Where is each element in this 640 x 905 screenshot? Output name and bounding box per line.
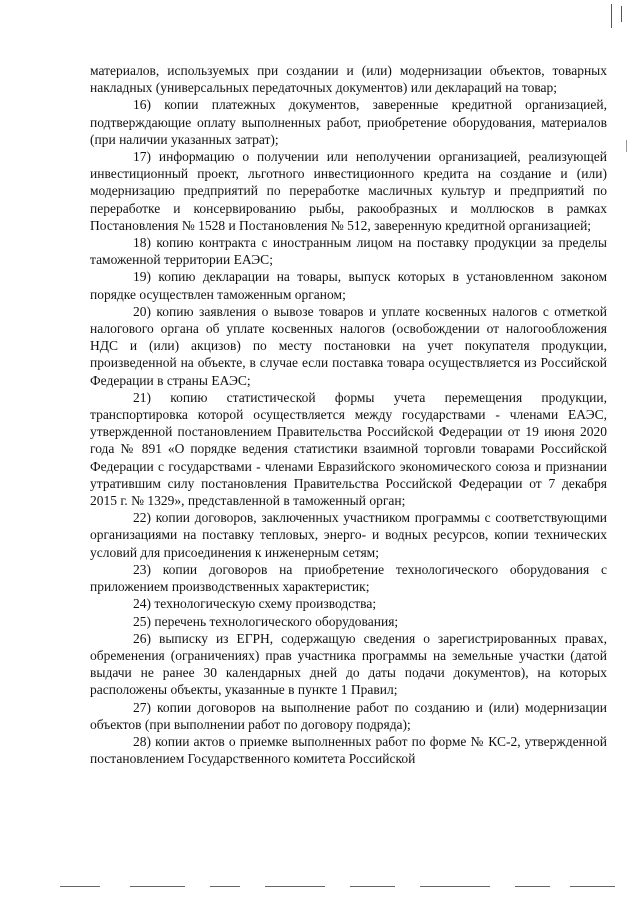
document-body <box>90 62 607 767</box>
paragraph-item-19: 19) копию декларации на товары, выпуск которых в установленном законом порядке осуществлен таможенным органом; <box>90 269 607 302</box>
paragraph-item-26: 26) выписку из ЕГРН, содержащую сведения о зарегистрированных правах, обременения (ограничениях) прав участника программы на земельные участки (датой выдачи не ранее 30 календарных дней до даты подачи документов), на которых расположены объекты, указанные в пункте 1 Правил; <box>90 630 607 698</box>
paragraph-item-18: 18) копию контракта с иностранным лицом на поставку продукции за пределы таможенной территории ЕАЭС; <box>90 235 607 268</box>
paragraph-continuation: материалов, используемых при создании и (или) модернизации объектов, товарных накладных (универсальных передаточных документов) или деклараций на товар; <box>90 63 607 96</box>
scan-edge-mark <box>621 6 622 22</box>
paragraph-item-16: 16) копии платежных документов, заверенные кредитной организацией, подтверждающие оплату выполненных работ, приобретение оборудования, материалов (при наличии указанных затрат); <box>90 97 607 147</box>
paragraph-item-25: 25) перечень технологического оборудования; <box>133 613 399 629</box>
paragraph-item-21: 21) копию статистической формы учета перемещения продукции, транспортировка которой осуществляется между государствами - членами ЕАЭС, утвержденной постановлением Правительства Российской Федерации от 19 июня 2020 года № 891 «О порядке ведения статистики взаимной торговли товарами Российской Федерации с государствами - членами Евразийского экономического союза и признании утратившим силу постановления Правительства Российской Федерации от 7 декабря 2015 г. № 1329», представленной в таможенный орган; <box>90 389 607 509</box>
scan-edge-mark <box>611 4 612 28</box>
paragraph-item-23: 23) копии договоров на приобретение технологического оборудования с приложением производственных характеристик; <box>90 561 607 595</box>
scan-bottom-noise <box>60 886 620 888</box>
paragraph-item-28: 28) копии актов о приемке выполненных работ по форме № КС-2, утвержденной постановлением Государственного комитета Российской <box>90 733 607 767</box>
scan-edge-mark <box>626 140 627 152</box>
paragraph-item-27: 27) копии договоров на выполнение работ по созданию и (или) модернизации объектов (при выполнении работ по договору подряда); <box>90 699 607 732</box>
paragraph-item-20: 20) копию заявления о вывозе товаров и уплате косвенных налогов с отметкой налогового органа об уплате косвенных налогов (освобождении от налогообложения НДС и (или) акцизов) по месту постановки на учет покупателя продукции, произведенной на объекте, в случае если поставка товара осуществляется из Российской Федерации в страны ЕАЭС; <box>90 303 607 388</box>
paragraph-item-22: 22) копии договоров, заключенных участником программы с соответствующими организациями на поставку тепловых, энерго- и водных ресурсов, копии технических условий для присоединения к инженерным сетям; <box>90 510 607 560</box>
paragraph-item-24: 24) технологическую схему производства; <box>133 596 377 612</box>
paragraph-item-17: 17) информацию о получении или неполучении организацией, реализующей инвестиционный проект, льготного инвестиционного кредита на создание и (или) модернизацию предприятий по переработке масличных культур и предприятий по переработке и консервированию рыбы, ракообразных и моллюсков в рамках Постановления № 1528 и Постановления № 512, заверенную кредитной организацией; <box>90 149 607 233</box>
